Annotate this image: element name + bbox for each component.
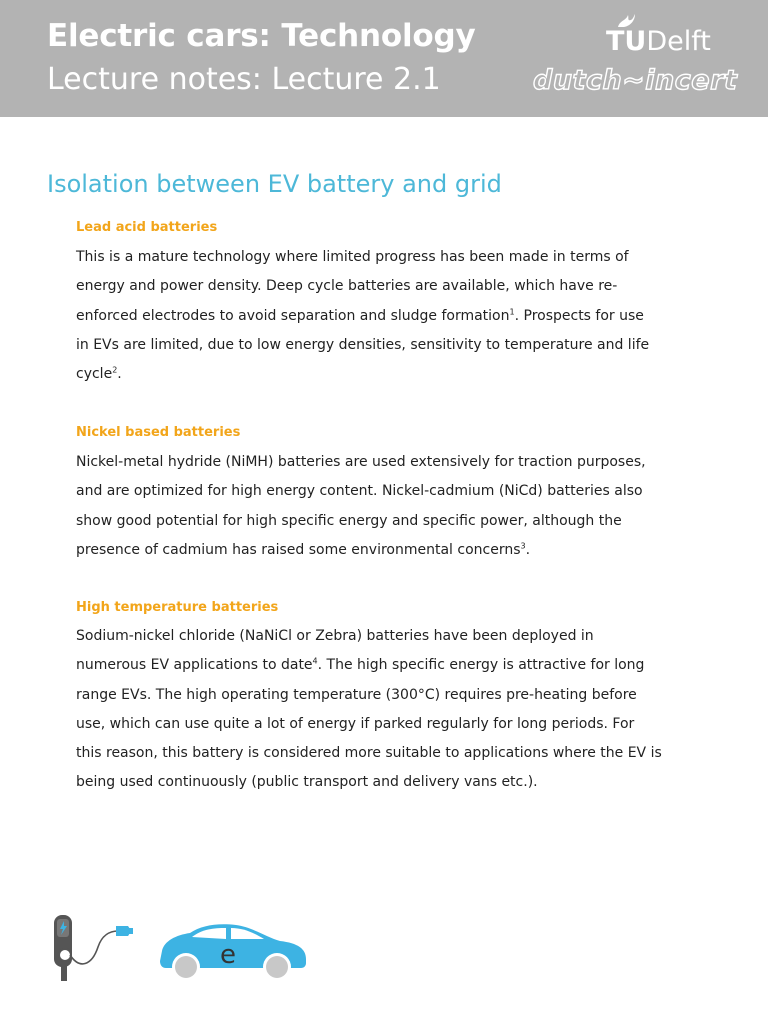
ev-charging-illustration [40,905,330,990]
footnote-ref[interactable]: 4 [312,656,318,666]
paragraph-line: This is a mature technology where limited progress has been made in terms of [76,249,629,265]
page-header [0,0,768,117]
paragraph-line: cycle$^2$. [76,365,122,383]
paragraph-line: being used continuously (public transport and delivery vans etc.). [76,774,538,791]
paragraph-line: show good potential for high specific energy and specific power, although the [76,512,622,529]
tudelft-logo-bold: TU [606,26,647,57]
paragraph-line: this reason, this battery is considered more suitable to applications where the EV is [76,745,662,762]
electric-car-icon [160,924,306,981]
paragraph-line: numerous EV applications to date$^4$. The high specific energy is attractive for long [76,656,645,674]
paragraph-lead-acid [76,243,691,389]
dutch-incert-logo: dutch~incert [533,65,738,96]
subheading-lead-acid: Lead acid batteries [76,220,218,235]
paragraph-line: presence of cadmium has raised some environmental concerns$^3$. [76,541,531,558]
footnote-ref[interactable]: 1 [509,306,515,316]
car-letter: e [220,940,236,970]
tudelft-logo [606,26,711,57]
paragraph-line: Sodium-nickel chloride (NaNiCl or Zebra) batteries have been deployed in [76,628,594,644]
charging-cable-icon [70,926,133,964]
section-title: Isolation between EV battery and grid [47,170,502,198]
footnote-ref[interactable]: 2 [112,365,118,375]
footnote-ref[interactable]: 3 [520,541,526,551]
paragraph-line: in EVs are limited, due to low energy densities, sensitivity to temperature and life [76,336,650,353]
paragraph-line: Nickel-metal hydride (NiMH) batteries are used extensively for traction purposes, [76,454,646,470]
subheading-high-temperature: High temperature batteries [76,600,279,615]
header-subtitle: Lecture notes: Lecture 2.1 [47,62,441,97]
paragraph-line: enforced electrodes to avoid separation and sludge formation$^1$. Prospects for use [76,306,644,324]
paragraph-line: and are optimized for high energy content. Nickel-cadmium (NiCd) batteries also [76,483,643,500]
paragraph-nickel [76,448,691,565]
header-title: Electric cars: Technology [47,18,476,54]
paragraph-high-temperature [76,622,691,798]
tudelft-logo-rest: Delft [646,26,711,57]
paragraph-line: use, which can use quite a lot of energy if parked regularly for long periods. For [76,715,635,732]
charging-station-icon [54,915,72,981]
subheading-nickel: Nickel based batteries [76,425,241,440]
paragraph-line: range EVs. The high operating temperature (300°C) requires pre-heating before [76,686,637,703]
paragraph-line: energy and power density. Deep cycle batteries are available, which have re- [76,278,618,295]
